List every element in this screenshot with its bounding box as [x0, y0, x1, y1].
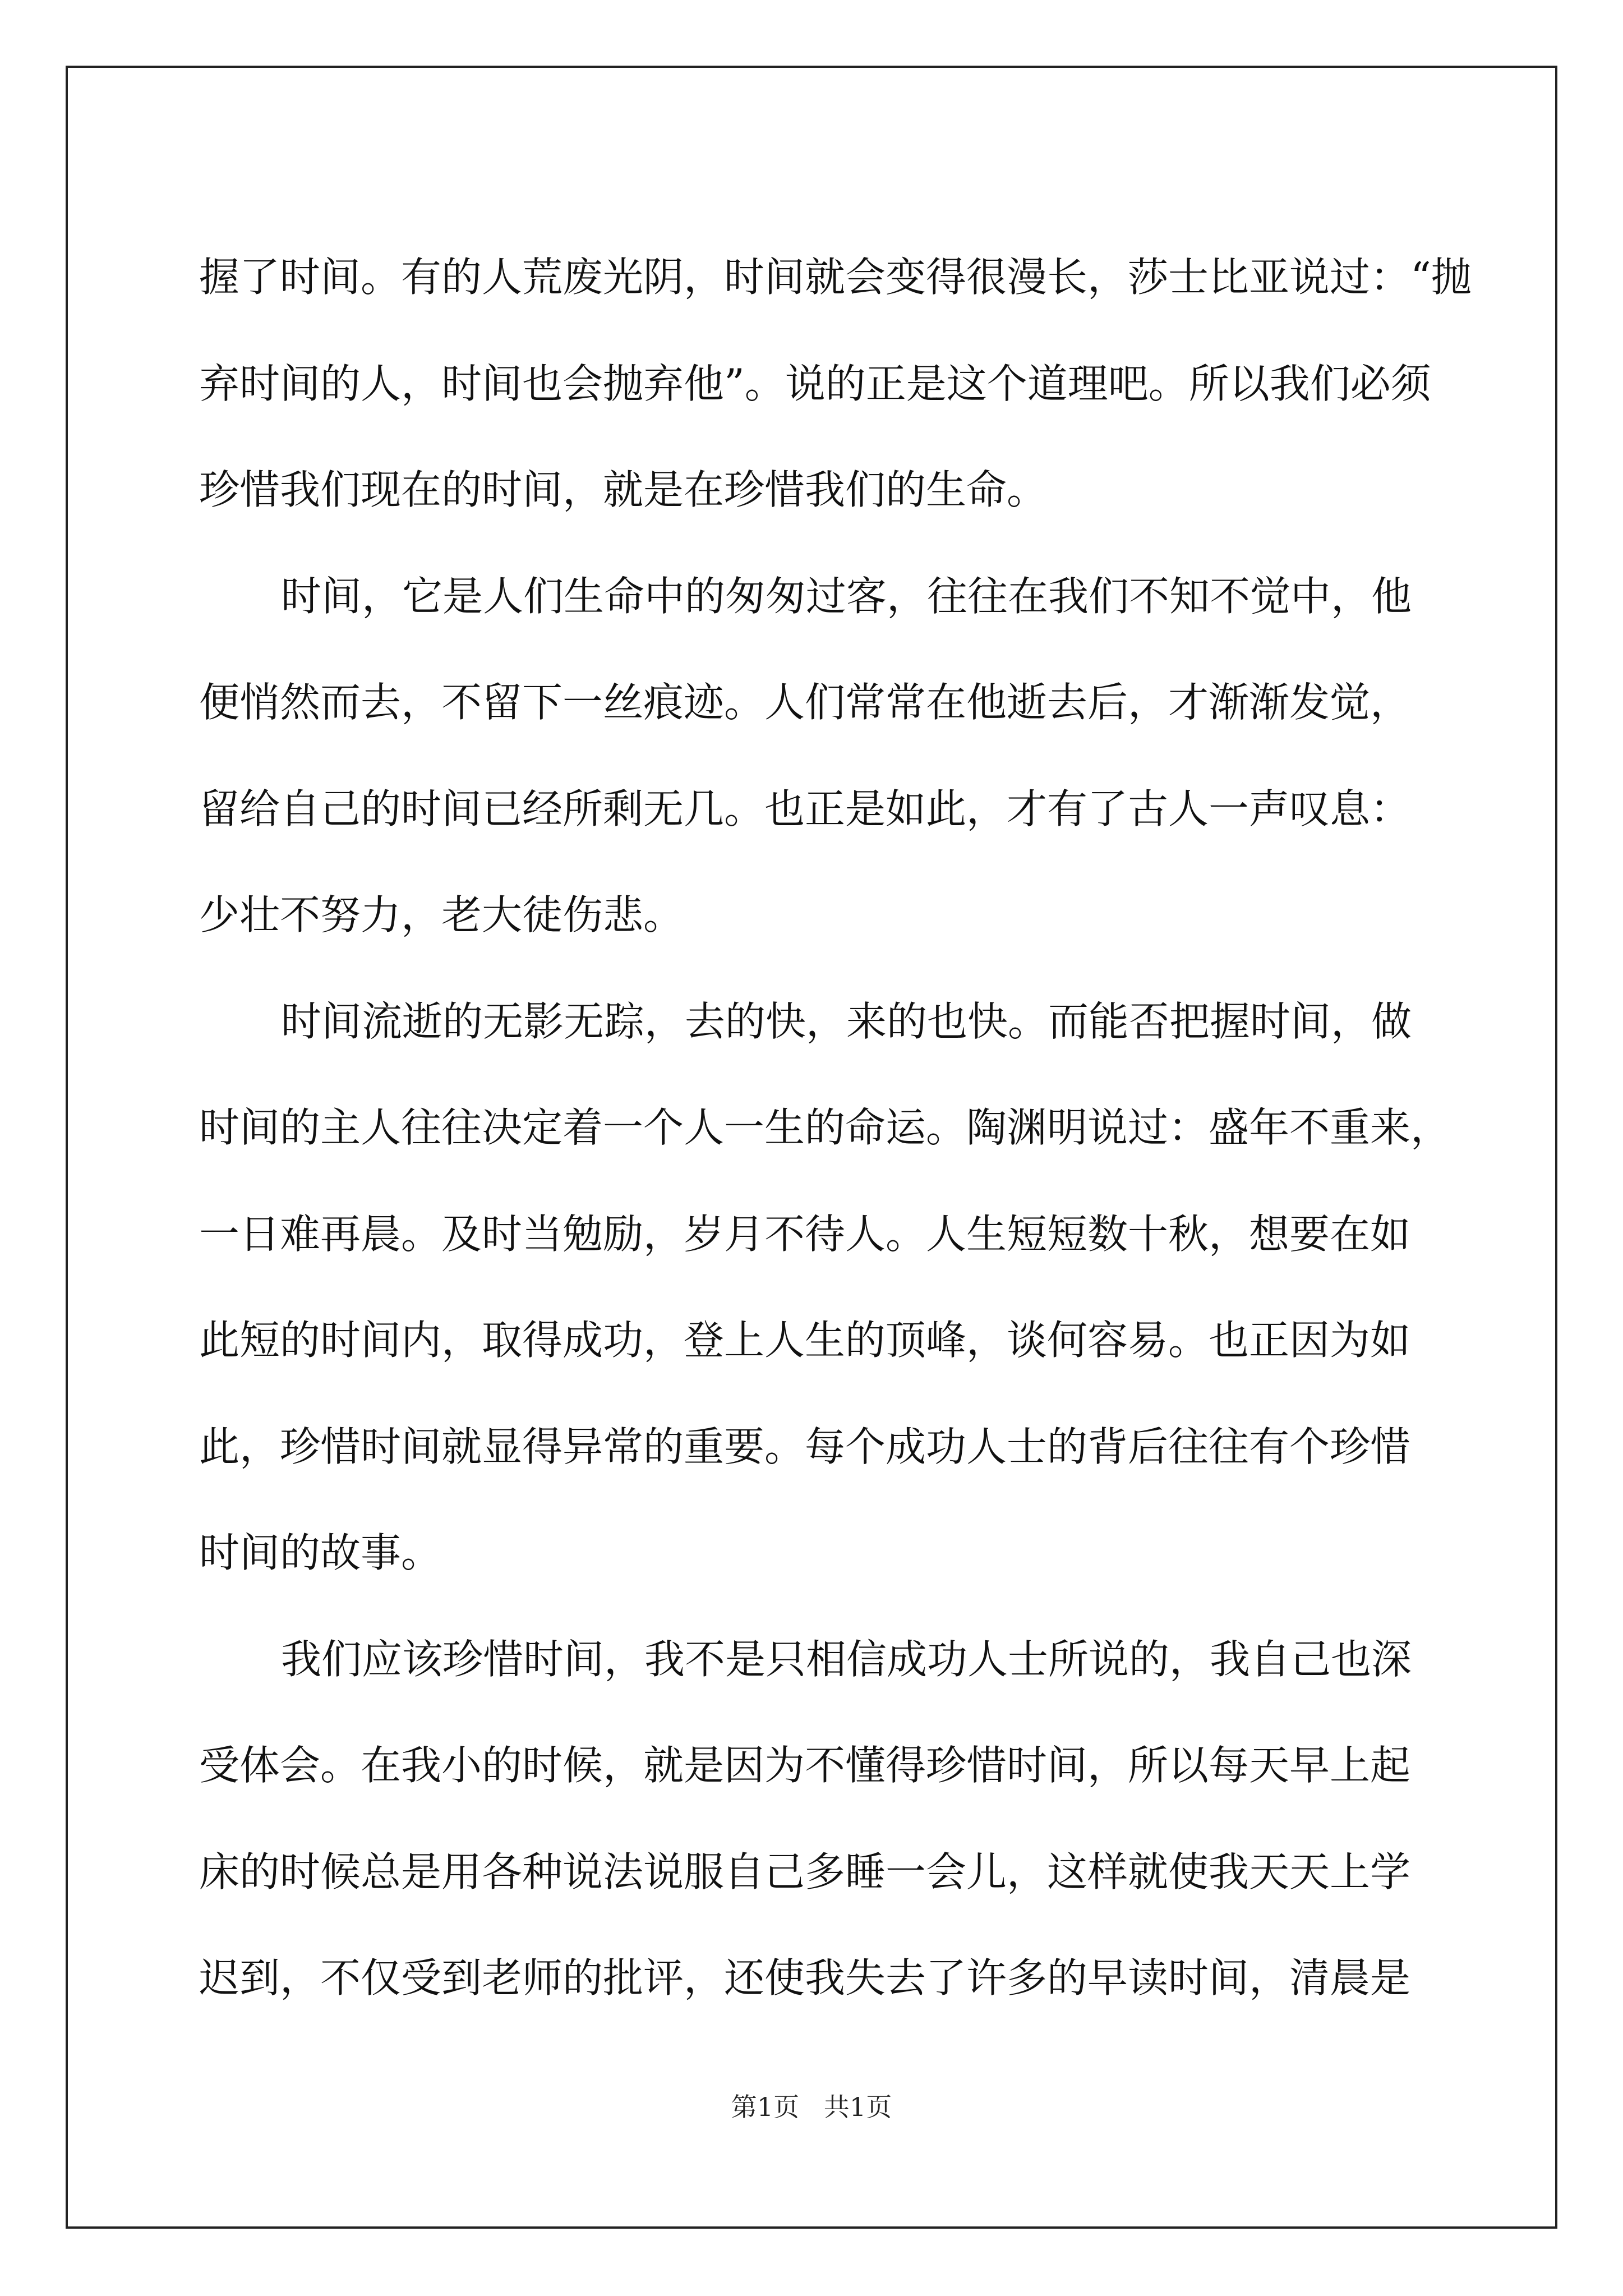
- text-line: 弃时间的人，时间也会抛弃他”。说的正是这个道理吧。所以我们必须: [199, 360, 1431, 407]
- text-line: 迟到，不仅受到老师的批评，还使我失去了许多的早读时间，清晨是: [199, 1954, 1411, 2001]
- text-line: 此短的时间内，取得成功，登上人生的顶峰，谈何容易。也正因为如: [199, 1317, 1411, 1364]
- text-line: 时间的主人往往决定着一个人一生的命运。陶渊明说过：盛年不重来，: [199, 1104, 1451, 1151]
- paragraph-first-line: 时间，它是人们生命中的匆匆过客，往往在我们不知不觉中，他: [281, 572, 1412, 620]
- document-body: [199, 224, 1472, 2032]
- text-line: 一日难再晨。及时当勉励，岁月不待人。人生短短数十秋，想要在如: [199, 1210, 1411, 1258]
- paragraph-first-line: 时间流逝的无影无踪，去的快，来的也快。而能否把握时间，做: [281, 997, 1412, 1045]
- text-line: 便悄然而去，不留下一丝痕迹。人们常常在他逝去后，才渐渐发觉，: [199, 679, 1411, 726]
- text-line: 少壮不努力，老大徒伤悲。: [199, 891, 684, 938]
- text-line: 床的时候总是用各种说法说服自己多睡一会儿，这样就使我天天上学: [199, 1848, 1411, 1895]
- text-line: 握了时间。有的人荒废光阴，时间就会变得很漫长，莎士比亚说过：“抛: [199, 254, 1472, 301]
- paragraph-first-line: 我们应该珍惜时间，我不是只相信成功人士所说的，我自己也深: [281, 1635, 1412, 1683]
- page-number-footer: 第1页 共1页: [731, 2092, 892, 2122]
- text-line: 时间的故事。: [199, 1529, 442, 1576]
- text-line: 珍惜我们现在的时间，就是在珍惜我们的生命。: [199, 466, 1048, 513]
- text-line: 留给自己的时间已经所剩无几。也正是如此，才有了古人一声叹息：: [199, 785, 1411, 832]
- text-line: 此，珍惜时间就显得异常的重要。每个成功人士的背后往往有个珍惜: [199, 1423, 1411, 1470]
- text-line: 受体会。在我小的时候，就是因为不懂得珍惜时间，所以每天早上起: [199, 1742, 1411, 1789]
